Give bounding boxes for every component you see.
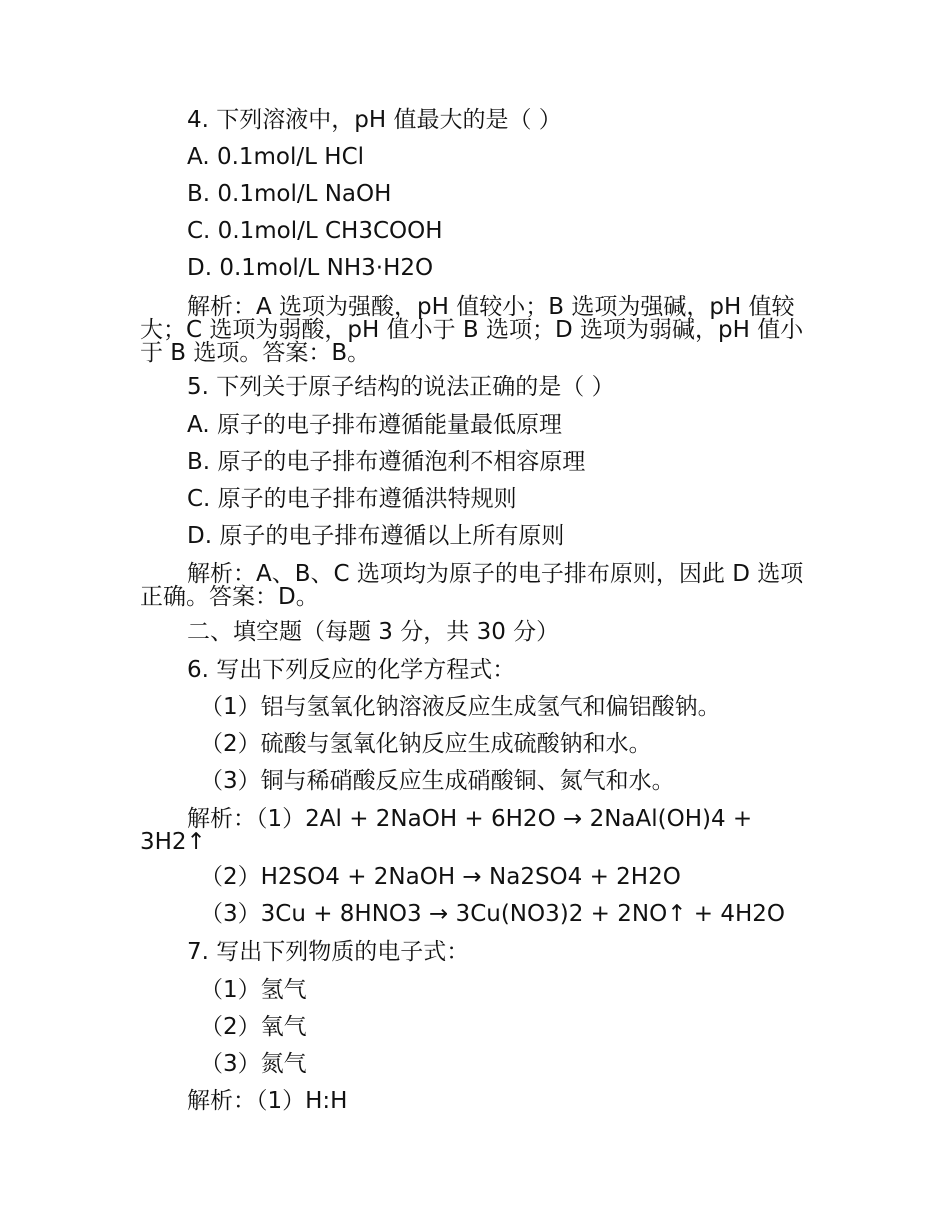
question-6-item-3: （3）铜与稀硝酸反应生成硝酸铜、氮气和水。 (200, 768, 675, 794)
question-6-item-1: （1）铝与氢氧化钠溶液反应生成氢气和偏铝酸钠。 (200, 694, 721, 720)
question-5-option-d: D. 原子的电子排布遵循以上所有原则 (187, 523, 565, 549)
question-4-option-d: D. 0.1mol/L NH3·H2O (187, 255, 434, 281)
question-7-item-2: （2）氧气 (200, 1014, 307, 1040)
question-6-item-2: （2）硫酸与氢氧化钠反应生成硫酸钠和水。 (200, 731, 652, 757)
question-4-stem: 4. 下列溶液中，pH 值最大的是（ ） (187, 107, 562, 133)
question-4-option-b: B. 0.1mol/L NaOH (187, 181, 392, 207)
question-7-item-1: （1）氢气 (200, 977, 307, 1003)
question-5-analysis: 解析：A、B、C 选项均为原子的电子排布原则，因此 D 选项正确。答案：D。 (140, 561, 804, 610)
question-6-analysis-3: （3）3Cu + 8HNO3 → 3Cu(NO3)2 + 2NO↑ + 4H2O (200, 901, 786, 927)
question-4-option-a: A. 0.1mol/L HCl (187, 144, 365, 170)
question-5-option-b: B. 原子的电子排布遵循泡利不相容原理 (187, 449, 586, 475)
question-7-item-3: （3）氮气 (200, 1051, 307, 1077)
question-6-analysis-2: （2）H2SO4 + 2NaOH → Na2SO4 + 2H2O (200, 864, 681, 890)
question-7-analysis-1: 解析：（1）H:H (187, 1088, 348, 1114)
question-4-option-c: C. 0.1mol/L CH3COOH (187, 218, 443, 244)
question-5-stem: 5. 下列关于原子结构的说法正确的是（ ） (187, 374, 615, 400)
question-4-analysis: 解析：A 选项为强酸，pH 值较小；B 选项为强碱，pH 值较大；C 选项为弱酸，pH 值小于 B 选项；D 选项为弱碱，pH 值小于 B 选项。答案：B。 (140, 294, 804, 366)
question-5-option-a: A. 原子的电子排布遵循能量最低原理 (187, 412, 562, 438)
question-7-stem: 7. 写出下列物质的电子式： (187, 939, 470, 965)
section-2-heading: 二、填空题（每题 3 分，共 30 分） (187, 619, 560, 645)
question-5-option-c: C. 原子的电子排布遵循洪特规则 (187, 486, 517, 512)
question-6-stem: 6. 写出下列反应的化学方程式： (187, 657, 516, 683)
question-6-analysis-1: 解析：（1）2Al + 2NaOH + 6H2O → 2NaAl(OH)4 + 3H2↑ (140, 806, 753, 855)
